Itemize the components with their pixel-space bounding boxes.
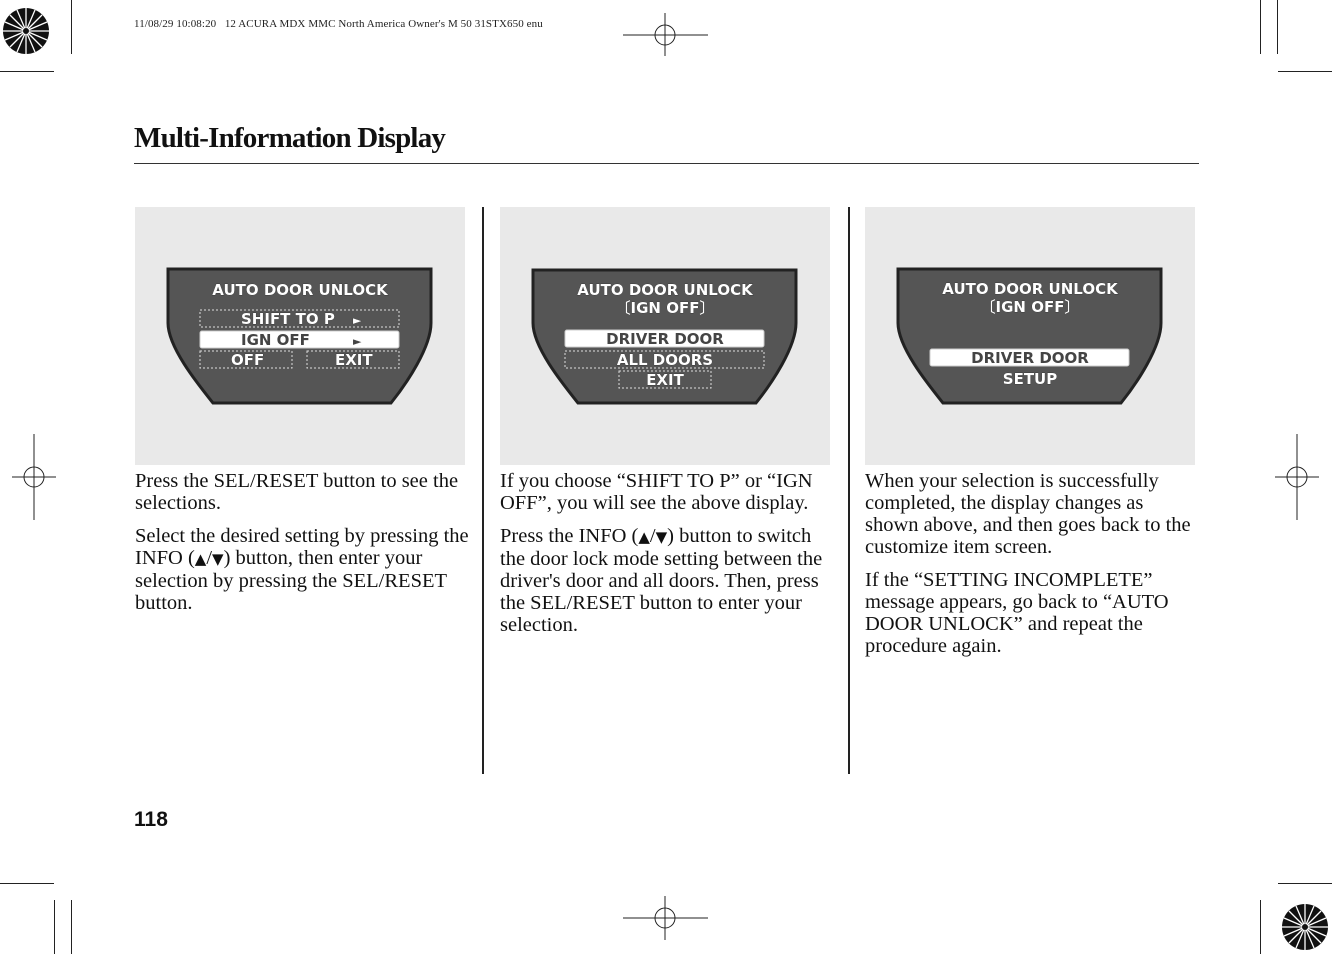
paragraph: Press the SEL/RESET button to see the selections. <box>135 470 459 514</box>
screen-title: AUTO DOOR UNLOCK <box>212 281 388 299</box>
title-rule <box>134 163 1199 164</box>
menu-item-driver-door: DRIVER DOOR <box>606 330 724 348</box>
text-run: / <box>649 525 656 547</box>
text-run: / <box>206 547 213 569</box>
menu-item-shift-to-p: SHIFT TO P <box>241 310 335 328</box>
submenu-arrow-icon: ► <box>353 335 362 348</box>
menu-item-driver-door: DRIVER DOOR <box>971 349 1089 367</box>
screen-title: AUTO DOOR UNLOCK <box>577 281 753 299</box>
menu-item-all-doors: ALL DOORS <box>616 351 714 369</box>
registration-cross-icon <box>12 434 56 520</box>
text-run: ) button, then enter your selection by pressing the SEL/RESET button. <box>135 547 447 614</box>
menu-item-off: OFF <box>231 351 265 369</box>
submenu-arrow-icon: ► <box>353 314 362 327</box>
display-illustration-3 <box>865 207 1195 465</box>
registration-cross-icon <box>1275 434 1319 520</box>
starburst-target-icon <box>3 8 49 54</box>
display-illustration-2 <box>500 207 830 465</box>
menu-item-exit: EXIT <box>646 371 684 389</box>
text-run: Select the desired setting by pressing the INFO ( <box>135 525 469 569</box>
paragraph <box>135 525 469 614</box>
print-job-header: 11/08/29 10:08:20 12 ACURA MDX MMC North America Owner's M 50 31STX650 enu <box>134 18 543 30</box>
column-text-1 <box>135 470 469 625</box>
page-number: 118 <box>134 808 168 831</box>
page-title: Multi-Information Display <box>134 122 446 154</box>
starburst-target-icon <box>1282 904 1328 950</box>
up-arrow-icon: ▲ <box>194 550 207 568</box>
text-run: Press the INFO ( <box>500 525 639 547</box>
menu-item-ign-off: IGN OFF <box>241 331 310 349</box>
column-divider <box>848 207 850 774</box>
down-arrow-icon: ▼ <box>655 528 668 546</box>
screen-subtitle: 〔IGN OFF〕 <box>615 299 715 317</box>
registration-cross-icon <box>623 896 708 940</box>
text-run: ) button to switch the door lock mode setting between the driver's door and all doors. Then, press the SEL/RESET button to enter your selection. <box>500 525 823 636</box>
column-text-2 <box>500 470 832 647</box>
column-divider <box>482 207 484 774</box>
paragraph: When your selection is successfully completed, the display changes as shown above, and then goes back to the customize item screen. <box>865 470 1191 558</box>
paragraph: If the “SETTING INCOMPLETE” message appears, go back to “AUTO DOOR UNLOCK” and repeat the procedure again. <box>865 569 1169 657</box>
screen-title: AUTO DOOR UNLOCK <box>942 280 1118 298</box>
display-illustration-1 <box>135 207 465 465</box>
screen-subtitle: 〔IGN OFF〕 <box>980 298 1080 316</box>
registration-cross-icon <box>623 13 708 56</box>
column-text-3 <box>865 470 1197 668</box>
down-arrow-icon: ▼ <box>212 550 224 568</box>
menu-item-exit: EXIT <box>335 351 373 369</box>
paragraph: If you choose “SHIFT TO P” or “IGN OFF”, you will see the above display. <box>500 470 813 514</box>
paragraph <box>500 525 832 636</box>
up-arrow-icon: ▲ <box>638 528 650 546</box>
menu-item-setup: SETUP <box>1002 370 1058 388</box>
